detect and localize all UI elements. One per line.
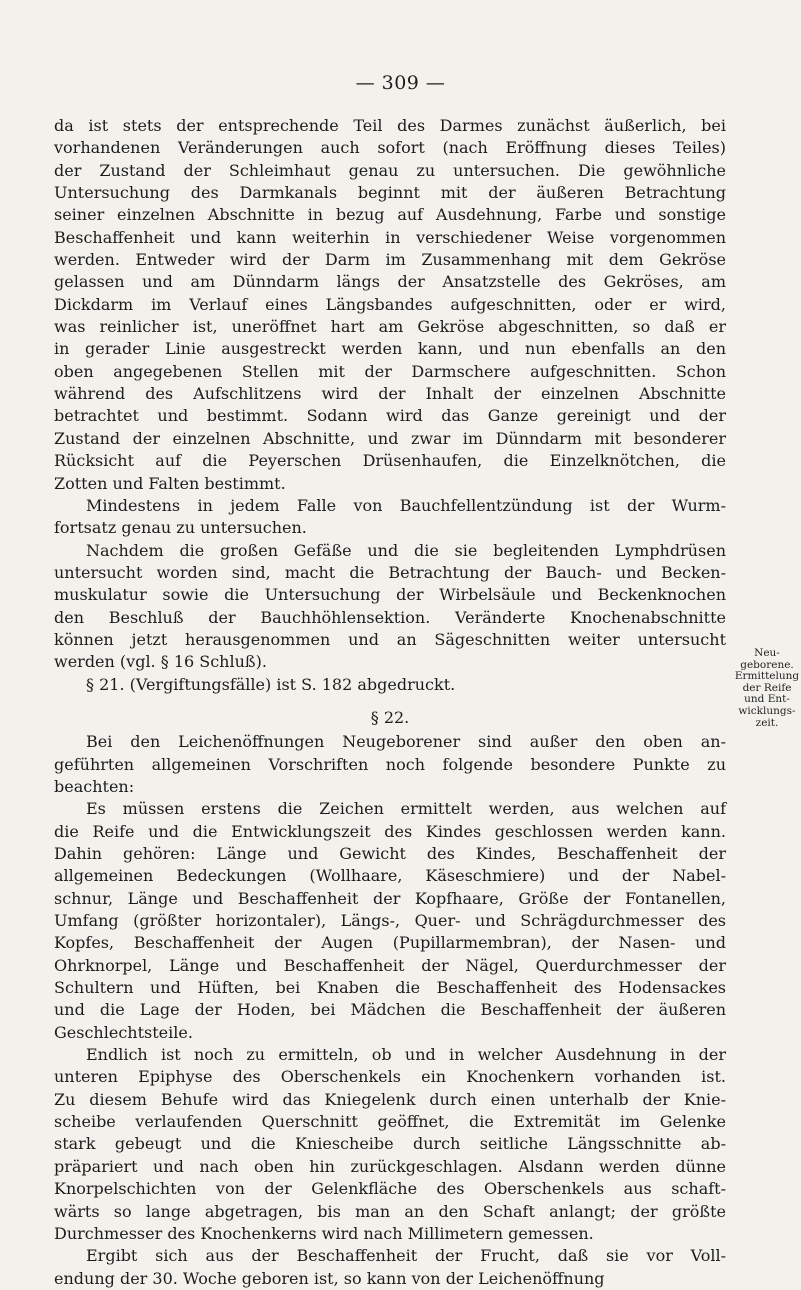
text-line: muskulatur sowie die Untersuchung der Wirbelsäule und Beckenknochen [54, 585, 726, 605]
text-line: Zu diesem Behufe wird das Kniegelenk durch einen unterhalb der Knie- [54, 1089, 726, 1109]
text-line: Endlich ist noch zu ermitteln, ob und in welcher Ausdehnung in der [86, 1045, 726, 1065]
text-line: in gerader Linie ausgestreckt werden kann, und nun ebenfalls an den [54, 339, 726, 359]
text-line: wärts so lange abgetragen, bis man an den Schaft anlangt; der größte [54, 1201, 726, 1221]
paragraph [54, 1044, 726, 1245]
margin-note-line: der Reife [742, 681, 792, 694]
text-line: seiner einzelnen Abschnitte in bezug auf Ausdehnung, Farbe und sonstige [54, 205, 726, 225]
text-line: untersucht worden sind, macht die Betrachtung der Bauch- und Becken- [54, 562, 726, 582]
margin-note [734, 648, 800, 729]
margin-note-line: Neu- [754, 647, 780, 659]
text-line: werden (vgl. § 16 Schluß). [54, 652, 267, 672]
text-line: § 21. (Vergiftungsfälle) ist S. 182 abgedruckt. [86, 674, 456, 694]
paragraph [54, 495, 726, 540]
text-line: präpariert und nach oben hin zurückgeschlagen. Alsdann werden dünne [54, 1156, 726, 1176]
text-line: Geschlechtsteile. [54, 1022, 193, 1042]
text-line: Zotten und Falten bestimmt. [54, 473, 286, 493]
text-line: Dahin gehören: Länge und Gewicht des Kindes, Beschaffenheit der [54, 844, 726, 863]
margin-note-line: und Ent- [744, 693, 790, 706]
text-line: fortsatz genau zu untersuchen. [54, 518, 307, 538]
page-number-header: — 309 — [355, 72, 446, 94]
text-line: unteren Epiphyse des Oberschenkels ein Knochenkern vorhanden ist. [54, 1067, 726, 1087]
text-line: und die Lage der Hoden, bei Mädchen die Beschaffenheit der äußeren [54, 1000, 726, 1020]
text-line: beachten: [54, 776, 135, 796]
paragraph [54, 115, 726, 495]
margin-note-line: Ermittelung [734, 670, 800, 683]
margin-note-line: geborene. [740, 658, 794, 671]
text-line: Bei den Leichenöffnungen Neugeborener sind außer den oben an- [86, 732, 726, 752]
text-line: scheibe verlaufenden Querschnitt geöffnet, die Extremität im Gelenke [54, 1112, 726, 1132]
text-line: die Reife und die Entwicklungszeit des Kindes geschlossen werden kann. [54, 821, 726, 841]
text-line: betrachtet und bestimmt. Sodann wird das Ganze gereinigt und der [54, 406, 726, 426]
text-line: können jetzt herausgenommen und an Sägeschnitten weiter untersucht [54, 629, 726, 649]
margin-note-line: wicklungs- [738, 704, 796, 717]
margin-note-line: zeit. [755, 716, 779, 729]
text-line: werden. Entweder wird der Darm im Zusammenhang mit dem Gekröse [54, 250, 726, 270]
text-line: Zustand der einzelnen Abschnitte, und zwar im Dünndarm mit besonderer [54, 428, 726, 448]
text-line: gelassen und am Dünndarm längs der Ansatzstelle des Gekröses, am [54, 272, 726, 292]
text-line: der Zustand der Schleimhaut genau zu untersuchen. Die gewöhnliche [54, 160, 726, 180]
paragraph [54, 674, 726, 696]
paragraph [54, 798, 726, 1044]
paragraph [54, 540, 726, 674]
text-line: Ohrknorpel, Länge und Beschaffenheit der Nägel, Querdurchmesser der [54, 955, 726, 975]
text-line: Kopfes, Beschaffenheit der Augen (Pupillarmembran), der Nasen- und [54, 933, 726, 953]
text-line: stark gebeugt und die Kniescheibe durch seitliche Längsschnitte ab- [54, 1134, 726, 1154]
text-line: Schultern und Hüften, bei Knaben die Beschaffenheit des Hodensackes [54, 978, 726, 998]
paragraph [54, 731, 726, 798]
section-heading: § 22. [370, 707, 410, 727]
text-line: da ist stets der entsprechende Teil des Darmes zunächst äußerlich, bei [54, 116, 726, 135]
text-line: Es müssen erstens die Zeichen ermittelt werden, aus welchen auf [86, 799, 726, 819]
text-line: Nachdem die großen Gefäße und die sie begleitenden Lymphdrüsen [86, 540, 726, 560]
text-line: Rücksicht auf die Peyerschen Drüsenhaufen, die Einzelknötchen, die [54, 451, 726, 471]
text-line: vorhandenen Veränderungen auch sofort (nach Eröffnung dieses Teiles) [54, 138, 726, 158]
text-line: geführten allgemeinen Vorschriften noch folgende besondere Punkte zu [54, 754, 726, 774]
text-line: Umfang (größter horizontaler), Längs-, Quer- und Schrägdurchmesser des [54, 911, 726, 931]
body-text [54, 115, 726, 1290]
text-line: Beschaffenheit und kann weiterhin in verschiedener Weise vorgenommen [54, 227, 726, 247]
text-line: Knorpelschichten von der Gelenkfläche des Oberschenkels aus schaft- [54, 1179, 726, 1199]
text-line: schnur, Länge und Beschaffenheit der Kopfhaare, Größe der Fontanellen, [54, 888, 726, 908]
text-line: Durchmesser des Knochenkerns wird nach Millimetern gemessen. [54, 1223, 594, 1243]
text-line: Dickdarm im Verlauf eines Längsbandes aufgeschnitten, oder er wird, [54, 294, 726, 314]
text-line: was reinlicher ist, uneröffnet hart am Gekröse abgeschnitten, so daß er [54, 317, 726, 337]
text-line: Mindestens in jedem Falle von Bauchfellentzündung ist der Wurm- [86, 495, 726, 515]
text-line: allgemeinen Bedeckungen (Wollhaare, Käseschmiere) und der Nabel- [54, 866, 726, 886]
text-line: Ergibt sich aus der Beschaffenheit der Frucht, daß sie vor Voll- [86, 1246, 726, 1266]
text-line: während des Aufschlitzens wird der Inhalt der einzelnen Abschnitte [54, 384, 726, 404]
text-line: Untersuchung des Darmkanals beginnt mit der äußeren Betrachtung [54, 183, 726, 203]
text-line: oben angegebenen Stellen mit der Darmschere aufgeschnitten. Schon [54, 361, 726, 381]
text-line: endung der 30. Woche geboren ist, so kann von der Leichenöffnung [54, 1268, 605, 1288]
text-line: den Beschluß der Bauchhöhlensektion. Veränderte Knochenabschnitte [54, 607, 726, 627]
